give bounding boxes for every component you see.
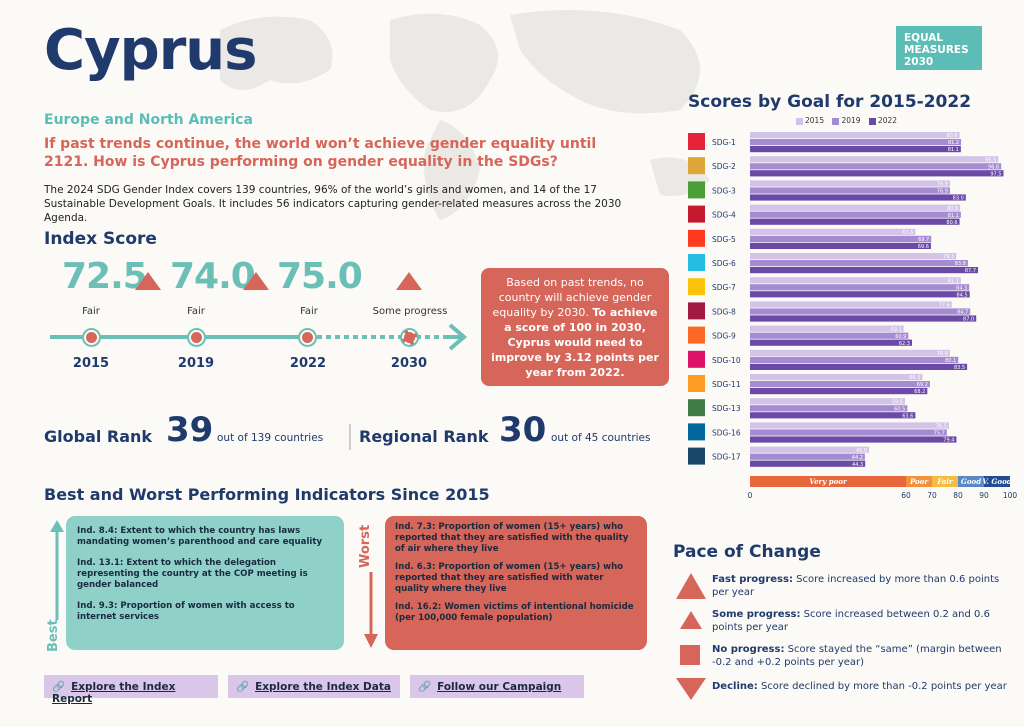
- bar-2019: [750, 357, 958, 363]
- data-label: 87.0: [963, 316, 975, 323]
- category-label: SDG-1: [712, 138, 736, 147]
- data-label: 95.5: [985, 157, 997, 164]
- band-label: V. Good: [982, 477, 1012, 486]
- bar-2019: [750, 308, 970, 314]
- data-label: 83.8: [954, 261, 966, 268]
- score-2019: 74.0: [170, 256, 255, 297]
- data-label: 76.5: [935, 423, 947, 430]
- bar-2019: [750, 139, 961, 145]
- data-label: 81.2: [947, 140, 960, 147]
- regional-rank-sub: out of 45 countries: [551, 432, 651, 444]
- pace-bold: No progress:: [712, 644, 785, 655]
- worst-indicator: Ind. 16.2: Women victims of intentional homicide (per 100,000 female population): [395, 602, 634, 623]
- bar-2019: [750, 236, 931, 242]
- data-label: 83.0: [952, 195, 964, 202]
- sdg-icon: [688, 448, 705, 465]
- label-2019: Fair: [187, 306, 205, 317]
- bar-2015: [750, 447, 869, 453]
- data-label: 80.6: [946, 133, 958, 140]
- data-label: 80.8: [946, 205, 959, 212]
- bar-2019: [750, 454, 865, 460]
- data-label: 84.7: [957, 309, 969, 316]
- link-icon: 🔗: [236, 681, 250, 693]
- pace-bold: Some progress:: [712, 609, 801, 620]
- explore-data-link[interactable]: [228, 675, 400, 698]
- bar-2015: [750, 350, 950, 356]
- regional-rank-label: Regional Rank: [359, 427, 489, 446]
- data-label: 66.3: [909, 375, 921, 382]
- category-label: SDG-16: [712, 428, 741, 438]
- x-tick-label: 0: [747, 491, 753, 500]
- bar-2019: [750, 429, 947, 435]
- decline-icon: [676, 678, 706, 700]
- bar-2022: [750, 243, 931, 249]
- target-note: [481, 268, 669, 386]
- legend-swatch-2022: [869, 118, 876, 125]
- bar-2022: [750, 146, 961, 152]
- category-label: SDG-13: [712, 404, 741, 414]
- best-indicator: Ind. 8.4: Extent to which the country has laws mandating women’s parenthood and care equality: [77, 526, 323, 547]
- global-rank-value: 39: [166, 410, 214, 450]
- sdg-icon: [688, 157, 705, 174]
- sdg-icon: [688, 327, 705, 344]
- data-label: 84.5: [956, 292, 968, 299]
- sdg-icon: [688, 133, 705, 150]
- note-plain: Based on past trends, no country will achieve gender equality by 2030.: [492, 276, 652, 319]
- bar-2015: [750, 277, 961, 283]
- data-label: 87.7: [964, 268, 977, 275]
- rank-divider: [349, 424, 351, 450]
- bar-2019: [750, 333, 908, 339]
- bar-2022: [750, 194, 966, 200]
- bar-2019: [750, 260, 968, 266]
- progress-up-icon: [243, 272, 269, 290]
- fast-progress-icon: [676, 573, 706, 599]
- data-label: 63.6: [902, 230, 914, 236]
- bar-2022: [750, 412, 915, 418]
- data-label: 81.1: [947, 278, 959, 285]
- sdg-icon: [688, 278, 705, 295]
- band-label: Poor: [909, 477, 929, 486]
- x-tick-label: 60: [901, 491, 911, 500]
- best-arrow-icon: [48, 520, 66, 620]
- data-label: 80.1: [945, 358, 957, 364]
- pace-text: Score stayed the “same” (margin between -0.2 and +0.2 points per year): [712, 644, 1002, 668]
- data-label: 76.9: [936, 351, 948, 357]
- data-label: 79.4: [943, 437, 955, 444]
- band-label: Good: [960, 477, 982, 486]
- score-2022: 75.0: [277, 256, 362, 297]
- data-label: 69.2: [916, 382, 928, 389]
- bar-2022: [750, 170, 1004, 176]
- region-label: Europe and North America: [44, 112, 253, 128]
- data-label: 60.5: [894, 406, 906, 413]
- label-2022: Fair: [300, 306, 318, 317]
- bar-2015: [750, 374, 922, 380]
- category-label: SDG-10: [712, 355, 741, 365]
- follow-campaign-link[interactable]: [410, 675, 584, 698]
- logo-line-3: 2030: [904, 56, 934, 68]
- x-tick-label: 90: [979, 491, 989, 500]
- bar-2015: [750, 229, 915, 235]
- data-label: 80.6: [946, 219, 958, 226]
- bar-2015: [750, 326, 904, 332]
- sdg-icon: [688, 181, 705, 198]
- data-label: 83.5: [953, 365, 966, 371]
- data-label: 63.6: [902, 413, 914, 420]
- data-label: 79.3: [943, 254, 955, 261]
- category-label: SDG-6: [712, 259, 736, 268]
- no-progress-icon: [680, 645, 700, 665]
- data-label: 60.9: [895, 333, 907, 340]
- data-label: 81.1: [947, 147, 959, 154]
- pace-text: Score increased between 0.2 and 0.6 points per year: [712, 609, 990, 633]
- bar-2015: [750, 132, 960, 138]
- intro-text: The 2024 SDG Gender Index covers 139 countries, 96% of the world’s girls and women, and 14 of the 17 Sustainable Development Goals. It includes 56 indicators capturing gender-related measures across the 2030 Agenda.: [44, 184, 622, 224]
- data-label: 77.6: [938, 302, 950, 309]
- category-label: SDG-11: [712, 380, 741, 389]
- sdg-icon: [688, 302, 705, 319]
- bar-2022: [750, 267, 978, 273]
- pace-bold: Fast progress:: [712, 574, 793, 585]
- bar-2022: [750, 436, 956, 442]
- category-label: SDG-7: [712, 283, 736, 293]
- year-2022: 2022: [289, 356, 327, 371]
- best-indicators-box: [66, 516, 344, 650]
- band-label: Very poor: [809, 477, 847, 486]
- pace-bold: Decline:: [712, 681, 758, 692]
- bar-2019: [750, 284, 969, 290]
- legend-2019: 2019: [841, 116, 861, 125]
- category-label: SDG-17: [712, 452, 741, 462]
- bar-2015: [750, 398, 905, 404]
- explore-report-link[interactable]: [44, 675, 218, 705]
- sdg-icon: [688, 206, 705, 223]
- bar-2022: [750, 388, 927, 394]
- data-label: 69.6: [917, 244, 929, 250]
- data-label: 75.7: [933, 430, 945, 437]
- worst-indicator: Ind. 6.3: Proportion of women (15+ years) who reported that they are satisfied with water quality where they live: [395, 562, 624, 594]
- progress-up-icon: [396, 272, 422, 290]
- bar-2022: [750, 291, 970, 297]
- category-label: SDG-2: [712, 162, 736, 172]
- data-label: 84.3: [956, 285, 968, 292]
- global-rank-sub: out of 139 countries: [217, 432, 324, 444]
- bar-2015: [750, 156, 998, 162]
- sdg-icon: [688, 254, 705, 271]
- worst-indicators-box: [385, 516, 647, 650]
- global-rank-label: Global Rank: [44, 427, 153, 446]
- sdg-icon: [688, 351, 705, 368]
- progress-up-icon: [135, 272, 161, 290]
- year-2030: 2030: [390, 356, 428, 371]
- x-tick-label: 70: [927, 491, 937, 500]
- bar-2019: [750, 187, 950, 193]
- data-label: 81.1: [947, 212, 959, 219]
- link-icon: 🔗: [418, 681, 432, 693]
- data-label: 97.5: [990, 171, 1002, 178]
- legend-swatch-2019: [832, 118, 839, 125]
- data-label: 44.3: [852, 461, 864, 468]
- some-progress-icon: [680, 611, 702, 629]
- data-label: 76.9: [936, 181, 948, 188]
- index-score-title: Index Score: [44, 229, 157, 249]
- category-label: SDG-8: [712, 307, 736, 317]
- timeline-dot-2015: [84, 330, 99, 345]
- pace-item-none: [712, 643, 1012, 669]
- note-bold: To achieve a score of 100 in 2030, Cyprus would need to improve by 3.12 points per year from 2022.: [491, 306, 659, 379]
- explore-report-text: Explore the Index Report: [52, 681, 176, 705]
- label-2030: Some progress: [372, 306, 448, 317]
- worst-indicator: Ind. 7.3: Proportion of women (15+ years) who reported that they are satisfied with the quality of air where they live: [395, 522, 629, 554]
- data-label: 69.7: [918, 237, 930, 243]
- pace-text: Score increased by more than 0.6 points per year: [712, 574, 1000, 598]
- timeline-dot-2030: [402, 330, 417, 345]
- scores-by-goal-chart: [680, 126, 1020, 512]
- label-2015: Fair: [82, 306, 100, 317]
- bar-2019: [750, 163, 1001, 169]
- worst-label: Worst: [358, 524, 373, 568]
- worst-arrow-icon: [362, 572, 380, 648]
- chart-legend: [790, 116, 897, 125]
- data-label: 45.8: [855, 447, 868, 454]
- bar-2022: [750, 315, 976, 321]
- bar-2022: [750, 364, 967, 370]
- pace-item-some: [712, 608, 1012, 634]
- bar-2015: [750, 253, 956, 259]
- timeline-dot-2022: [300, 330, 315, 345]
- data-label: 62.3: [898, 340, 910, 347]
- pace-item-fast: [712, 573, 1012, 599]
- bar-2022: [750, 219, 960, 225]
- bar-2019: [750, 381, 930, 387]
- logo-line-2: MEASURES: [904, 44, 969, 56]
- data-label: 96.6: [988, 164, 1000, 171]
- category-label: SDG-4: [712, 210, 736, 220]
- sdg-icon: [688, 375, 705, 392]
- bar-2015: [750, 205, 960, 211]
- logo-line-1: EQUAL: [904, 32, 944, 44]
- data-label: 68.2: [914, 389, 926, 396]
- explore-data-text: Explore the Index Data: [255, 681, 391, 693]
- legend-2015: 2015: [805, 116, 825, 125]
- category-label: SDG-9: [712, 331, 736, 341]
- data-label: 76.9: [936, 188, 948, 195]
- equal-measures-logo: [896, 26, 982, 70]
- pace-title: Pace of Change: [673, 542, 821, 562]
- best-indicator: Ind. 13.1: Extent to which the delegation representing the country at the COP meeting is gender balanced: [77, 558, 308, 590]
- bar-2015: [750, 422, 949, 428]
- link-icon: 🔗: [52, 681, 66, 693]
- x-tick-label: 80: [953, 491, 963, 500]
- x-tick-label: 100: [1002, 491, 1018, 500]
- band-label: Fair: [937, 477, 953, 486]
- best-worst-title: Best and Worst Performing Indicators Since 2015: [44, 485, 490, 504]
- pace-item-decline: [712, 680, 1012, 693]
- score-2015: 72.5: [62, 256, 147, 297]
- bar-2022: [750, 340, 912, 346]
- pace-text: Score declined by more than -0.2 points per year: [757, 681, 1007, 692]
- best-indicator: Ind. 9.3: Proportion of women with access to internet services: [77, 601, 295, 622]
- regional-rank-value: 30: [499, 410, 547, 450]
- chart-title: Scores by Goal for 2015-2022: [688, 92, 972, 112]
- category-label: SDG-5: [712, 234, 736, 244]
- category-label: SDG-3: [712, 186, 736, 196]
- data-label: 59.1: [890, 326, 902, 333]
- year-2019: 2019: [177, 356, 215, 371]
- follow-campaign-text: Follow our Campaign: [437, 681, 562, 693]
- sdg-icon: [688, 399, 705, 416]
- bar-2022: [750, 461, 865, 467]
- page-title: Cyprus: [44, 18, 257, 83]
- best-label: Best: [46, 619, 61, 652]
- bar-2015: [750, 180, 950, 186]
- bar-2019: [750, 405, 907, 411]
- year-2015: 2015: [72, 356, 110, 371]
- headline-question: If past trends continue, the world won’t achieve gender equality until 2121. How is Cyprus performing on gender equality in the SDGs?: [44, 136, 597, 170]
- timeline-dot-2019: [189, 330, 204, 345]
- bar-2019: [750, 212, 961, 218]
- data-label: 44.2: [851, 454, 863, 461]
- bar-2015: [750, 301, 952, 307]
- legend-swatch-2015: [796, 118, 803, 125]
- sdg-icon: [688, 230, 705, 247]
- legend-2022: 2022: [877, 116, 898, 125]
- data-label: 59.6: [891, 399, 903, 406]
- sdg-icon: [688, 423, 705, 440]
